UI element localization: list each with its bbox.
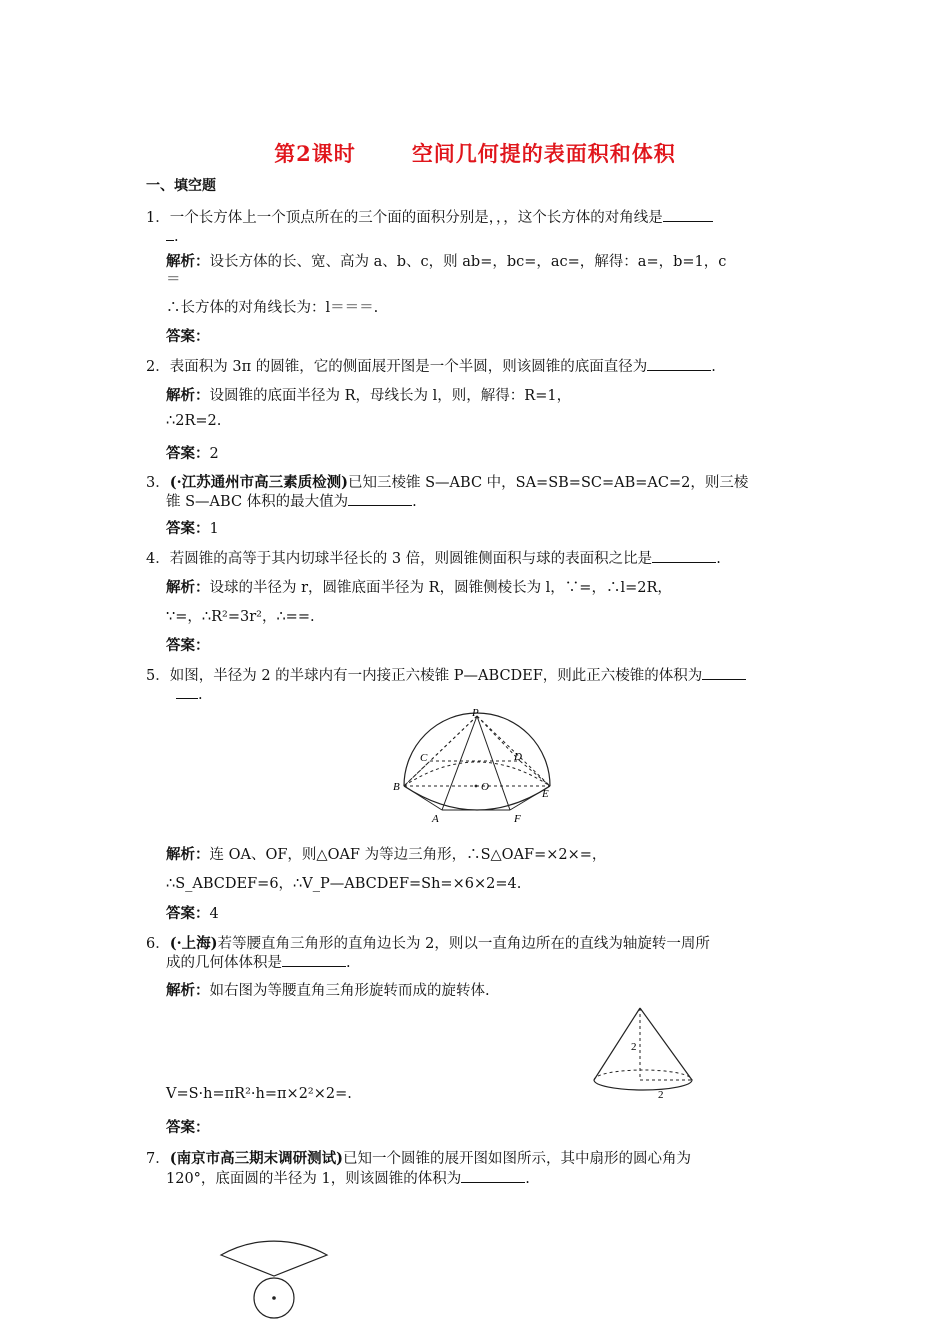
- question-3-cont: 锥 S—ABC 体积的最大值为 .: [166, 490, 417, 511]
- question-5: 5．如图，半径为 2 的半球内有一内接正六棱锥 P—ABCDEF，则此正六棱锥的体积为: [146, 664, 746, 685]
- question-1-analysis-cont: ＝: [166, 272, 181, 288]
- question-1-blank-cont: .: [166, 226, 179, 245]
- question-5-analysis: 解析：连 OA、OF，则△OAF 为等边三角形，∴S△OAF=×2×=，: [166, 846, 607, 863]
- question-6: 6．(·上海)若等腰直角三角形的直角边长为 2，则以一直角边所在的直线为轴旋转一周所: [146, 935, 710, 952]
- label-e: E: [542, 788, 549, 800]
- question-5-analysis-2: ∴S_ABCDEF=6，∴V_P—ABCDEF=Sh=×6×2=4.: [166, 876, 522, 892]
- label-b: B: [393, 781, 400, 793]
- question-4-analysis: 解析：设球的半径为 r，圆锥底面半径为 R，圆锥侧棱长为 l，∵=，∴l=2R，: [166, 579, 672, 596]
- label-p: P: [472, 707, 479, 719]
- page-title: 第2课时 空间几何提的表面积和体积: [274, 141, 676, 166]
- question-3-answer: 答案：1: [166, 520, 219, 537]
- question-6-analysis: 解析：如右图为等腰直角三角形旋转而成的旋转体.: [166, 982, 490, 999]
- question-3: 3．(·江苏通州市高三素质检测)已知三棱锥 S—ABC 中，SA=SB=SC=AB=AC=2，则三棱: [146, 474, 749, 491]
- label-height: 2: [631, 1041, 637, 1053]
- question-6-cont: 成的几何体体积是 .: [166, 951, 351, 972]
- label-f: F: [514, 813, 521, 825]
- question-6-answer-label: 答案：: [166, 1119, 210, 1136]
- question-4-analysis-2: ∵=，∴R²=3r²，∴==.: [166, 609, 315, 625]
- label-o: O: [481, 781, 489, 793]
- question-1: 1．一个长方体上一个顶点所在的三个面的面积分别是，，，这个长方体的对角线是: [146, 206, 713, 227]
- question-7: 7．(南京市高三期末调研测试)已知一个圆锥的展开图如图所示，其中扇形的圆心角为: [146, 1150, 691, 1167]
- question-5-answer: 答案：4: [166, 905, 219, 922]
- question-1-answer-label: 答案：: [166, 328, 210, 345]
- question-4-answer-label: 答案：: [166, 637, 210, 654]
- question-1-analysis: 解析：设长方体的长、宽、高为 a、b、c，则 ab=，bc=，ac=，解得：a=，b=1，c: [166, 253, 727, 270]
- question-5-blank-cont: .: [176, 684, 203, 703]
- question-7-cont: 120°，底面圆的半径为 1，则该圆锥的体积为 .: [166, 1167, 530, 1188]
- question-2-answer: 答案：2: [166, 445, 219, 462]
- cone-figure: [588, 1004, 700, 1100]
- label-d: D: [514, 751, 522, 763]
- question-4: 4．若圆锥的高等于其内切球半径长的 3 倍，则圆锥侧面积与球的表面积之比是 .: [146, 547, 721, 568]
- question-6-analysis-2: V=S·h=πR²·h=π×2²×2=.: [166, 1086, 352, 1102]
- question-2: 2．表面积为 3π 的圆锥，它的侧面展开图是一个半圆，则该圆锥的底面直径为 .: [146, 355, 716, 376]
- question-2-analysis-2: ∴2R=2.: [166, 413, 222, 429]
- label-c: C: [420, 752, 428, 764]
- section-heading: 一、填空题: [146, 178, 216, 194]
- question-2-analysis: 解析：设圆锥的底面半径为 R，母线长为 l，则，解得：R=1，: [166, 387, 572, 404]
- label-radius: 2: [658, 1089, 664, 1100]
- label-a: A: [432, 813, 439, 825]
- cone-net-figure: [212, 1210, 342, 1334]
- question-1-analysis-2: ∴长方体的对角线长为：l＝＝＝.: [166, 300, 379, 316]
- hemisphere-pyramid-figure: [390, 706, 560, 826]
